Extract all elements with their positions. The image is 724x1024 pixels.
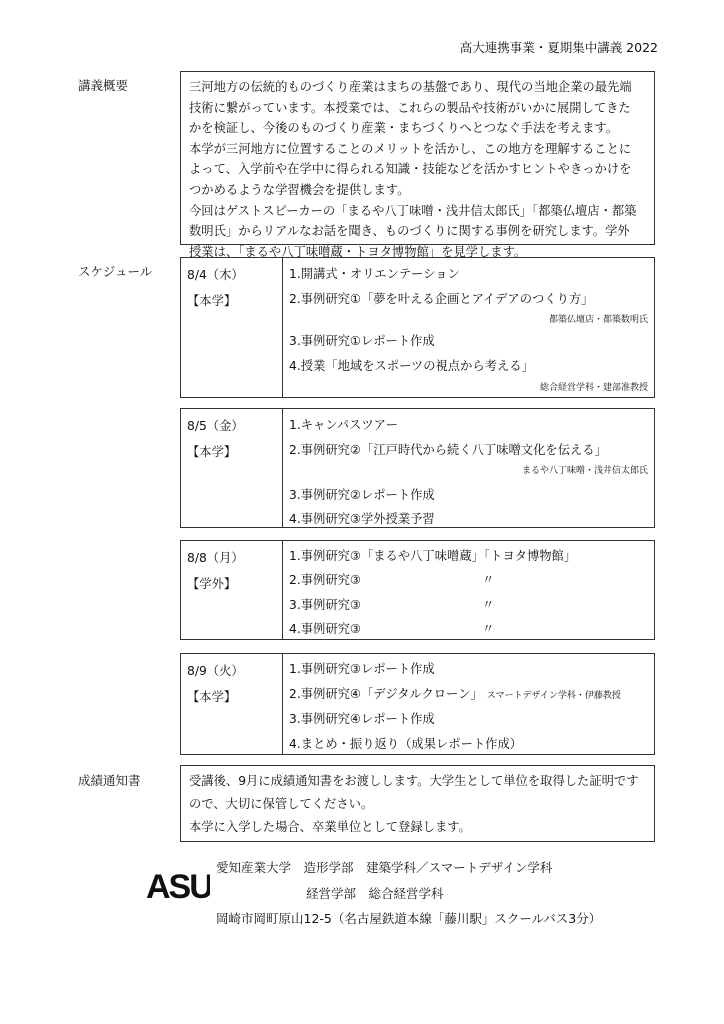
- day-date: 8/4（木）: [187, 268, 244, 282]
- day-location: 【学外】: [187, 577, 237, 591]
- footer-address: 岡崎市岡町原山12-5（名古屋鉄道本線「藤川駅」スクールバス3分）: [216, 911, 602, 926]
- day-date: 8/9（火）: [187, 664, 244, 678]
- schedule-day-0809: [180, 653, 655, 755]
- report-line: ので、大切に保管してください。: [189, 797, 374, 811]
- lecturer-note: 総合経営学科・建部准教授: [539, 383, 648, 393]
- day-items: [289, 409, 648, 527]
- schedule-item: 4.事例研究③学外授業予習: [289, 512, 435, 526]
- ditto-mark: 〃: [482, 598, 495, 612]
- day-items: [289, 654, 648, 754]
- schedule-item: 1.開講式・オリエンテーション: [289, 267, 460, 281]
- day-date: 8/5（金）: [187, 419, 244, 433]
- ditto-mark: 〃: [482, 622, 495, 636]
- overview-line: 三河地方の伝統的ものづくり産業はまちの基盤であり、現代の当地企業の最先端: [189, 80, 632, 94]
- schedule-item: 3.事例研究①レポート作成: [289, 334, 435, 348]
- day-info: [181, 258, 283, 397]
- overview-line: 今回はゲストスピーカーの「まるや八丁味噌・浅井信太郎氏」「都築仏壇店・都築: [189, 203, 637, 218]
- overview-label: 講義概要: [78, 78, 129, 93]
- schedule-day-0805: [180, 408, 655, 528]
- day-location: 【本学】: [187, 690, 237, 704]
- report-line: 受講後、9月に成績通知書をお渡しします。大学生として単位を取得した証明です: [189, 774, 639, 788]
- schedule-item: 3.事例研究④レポート作成: [289, 712, 435, 726]
- schedule-item: 2.事例研究①「夢を叶える企画とアイデアのつくり方」: [289, 292, 594, 306]
- report-box: [180, 765, 655, 842]
- schedule-item: 2.事例研究②「江戸時代から続く八丁味噌文化を伝える」: [289, 443, 607, 457]
- schedule-item: 1.事例研究③レポート作成: [289, 662, 435, 676]
- ditto-mark: 〃: [482, 573, 495, 587]
- footer-university: 愛知産業大学 造形学部 建築学科／スマートデザイン学科: [216, 860, 553, 875]
- day-date: 8/8（月）: [187, 551, 244, 565]
- schedule-day-0808: [180, 540, 655, 640]
- schedule-label: スケジュール: [78, 264, 153, 279]
- header-title: 高大連携事業・夏期集中講義 2022: [459, 40, 658, 55]
- lecturer-note: まるや八丁味噌・浅井信太郎氏: [521, 466, 648, 476]
- schedule-item: 4.まとめ・振り返り（成果レポート作成）: [289, 737, 523, 751]
- schedule-item: 2.事例研究③: [289, 573, 361, 587]
- asu-logo-mark: [146, 868, 210, 904]
- schedule-item: 3.事例研究③: [289, 598, 361, 612]
- overview-line: 技術に繋がっています。本授業では、これらの製品や技術がいかに展開してきた: [189, 100, 631, 115]
- schedule-item: 4.授業「地域をスポーツの視点から考える」: [289, 359, 534, 373]
- svg-text:ASU: ASU: [146, 868, 210, 904]
- overview-line: つかめるような学習機会を提供します。: [189, 182, 410, 197]
- day-info: [181, 654, 283, 754]
- schedule-item: 1.キャンパスツアー: [289, 418, 398, 432]
- overview-line: かを検証し、今後のものづくり産業・まちづくりへとつなぐ手法を考えます。: [189, 121, 619, 136]
- day-items: [289, 541, 648, 639]
- schedule-day-0804: [180, 257, 655, 398]
- schedule-item: 2.事例研究④「デジタルクローン」: [289, 687, 483, 701]
- overview-line: 本学が三河地方に位置することのメリットを活かし、この地方を理解することに: [189, 141, 632, 156]
- day-items: [289, 258, 648, 397]
- overview-line: 数明氏」からリアルなお話を聞き、ものづくりに関する事例を研究します。学外: [189, 224, 630, 239]
- day-location: 【本学】: [187, 294, 237, 308]
- day-info: [181, 409, 283, 527]
- schedule-item-with-note: [289, 684, 621, 702]
- report-line: 本学に入学した場合、卒業単位として登録します。: [189, 820, 471, 834]
- report-label: 成績通知書: [78, 773, 141, 788]
- schedule-item: 4.事例研究③: [289, 622, 361, 636]
- asu-logo: [146, 868, 210, 908]
- schedule-item: 3.事例研究②レポート作成: [289, 488, 435, 502]
- lecturer-note: スマートデザイン学科・伊藤教授: [486, 691, 621, 701]
- day-location: 【本学】: [187, 445, 237, 459]
- schedule-item: 1.事例研究③「まるや八丁味噌蔵」「トヨタ博物館」: [289, 549, 577, 563]
- footer-faculty: 経営学部 総合経営学科: [306, 886, 444, 901]
- lecturer-note: 都築仏壇店・都築数明氏: [548, 315, 648, 325]
- overview-line: 授業は、「まるや八丁味噌蔵・トヨタ博物館」を見学します。: [189, 244, 527, 259]
- day-info: [181, 541, 283, 639]
- overview-box: [180, 71, 655, 259]
- overview-line: よって、入学前や在学中に得られる知識・技能などを活かすヒントやきっかけを: [189, 162, 632, 177]
